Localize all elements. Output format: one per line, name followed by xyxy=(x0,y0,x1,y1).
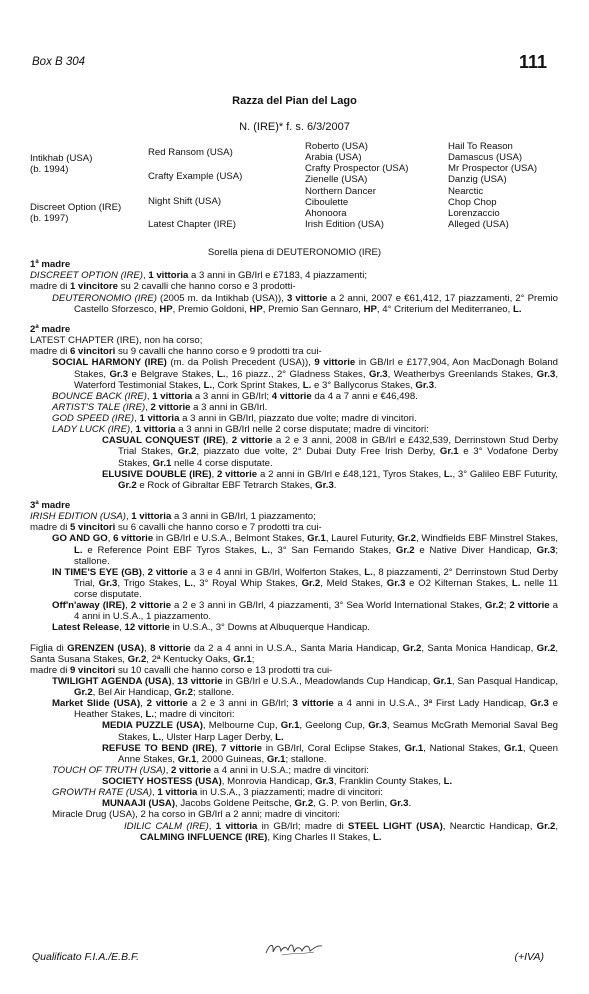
produce-entry: Off'n'away (IRE), 2 vittorie a 2 e 3 anni in GB/Irl, 4 piazzamenti, 3° Sea World International Stakes, Gr.2; 2 vittorie a 4 anni in U.S.A., 1 piazzamento. xyxy=(52,600,558,623)
pedigree-gen4-column: Hail To Reason Damascus (USA) Mr Prospector (USA) Danzig (USA) Nearctic Chop Chop Lorenzaccio Alleged (USA) xyxy=(448,141,538,230)
section-heading: 2$^a$ madre xyxy=(30,323,71,335)
lot-subtitle: N. (IRE)* f. s. 6/3/2007 xyxy=(239,121,350,133)
produce-entry: DEUTERONOMIO (IRE) (2005 m. da Intikhab (USA)), 3 vittorie a 2 anni, 2007 e €61,412, 17 piazzamenti, 2° Premio Castello Sforzesco, HP, Premio Goldoni, HP, Premio San Gennaro, HP, 4° Criterium del Mediterraneo, L. xyxy=(52,292,559,315)
page-number: 111 xyxy=(518,52,547,72)
section-heading: 3$^a$ madre xyxy=(30,499,71,512)
section-gap xyxy=(30,491,558,500)
produce-entry: ELUSIVE DOUBLE (IRE), 2 vittorie a 2 anni in GB/Irl e £48,121, Tyros Stakes, L., 3° Galileo EBF Futurity, Gr.2 e Rock of Gibraltar EBF Tetrarch Stakes, Gr.3. xyxy=(102,468,558,491)
dam-record: madre di 6 vincitori su 9 cavalli che hanno corso e 9 prodotti tra cui- xyxy=(30,346,322,358)
signature-scribble xyxy=(262,938,326,960)
produce-entry: LADY LUCK (IRE), 1 vittoria a 3 anni in GB/Irl nelle 2 corse disputate; madre di vincitori: xyxy=(52,424,429,436)
dam-record: madre di 5 vincitori su 6 cavalli che hanno corso e 7 prodotti tra cui- xyxy=(30,522,322,534)
produce-entry: TWILIGHT AGENDA (USA), 13 vittorie in GB/Irl e U.S.A., Meadowlands Cup Handicap, Gr.1, San Pasqual Handicap, Gr.2, Bel Air Handicap, Gr.2; stallone. xyxy=(52,675,558,699)
pedigree-table xyxy=(30,141,560,239)
footer-vat: (+IVA) xyxy=(514,951,544,963)
pedigree-grandparent: Red Ransom (USA) xyxy=(148,147,233,158)
section-gap xyxy=(30,315,558,324)
produce-entry: TOUCH OF TRUTH (USA), 2 vittorie a 4 anni in U.S.A.; madre di vincitori: xyxy=(52,764,369,776)
produce-entry: BOUNCE BACK (IRE), 1 vittoria a 3 anni in GB/Irl; 4 vittorie da 4 a 7 anni e €46,498. xyxy=(52,390,418,402)
dam-record: Figlia di GRENZEN (USA), 8 vittorie da 2 a 4 anni in U.S.A., Santa Maria Handicap, Gr.2, Santa Monica Handicap, Gr.2, Santa Susana Stakes, Gr.2, 2ª Kentucky Oaks, Gr.1; xyxy=(30,642,558,665)
produce-entry: Market Slide (USA), 2 vittorie a 2 e 3 anni in GB/Irl; 3 vittorie a 4 anni in U.S.A., 3ª First Lady Handicap, Gr.3 e Heather Stakes, L.; madre di vincitori: xyxy=(52,698,558,721)
pedigree-gen3-column: Roberto (USA) Arabia (USA) Crafty Prospector (USA) Zienelle (USA) Northern Dancer Ciboulette Ahonoora Irish Edition (USA) xyxy=(305,141,409,230)
produce-entry: REFUSE TO BEND (IRE), 7 vittorie in GB/Irl, Coral Eclipse Stakes, Gr.1, National Stakes, Gr.1, Queen Anne Stakes, Gr.1, 2000 Guineas, Gr.1; stallone. xyxy=(102,742,558,765)
box-label: Box B 304 xyxy=(32,56,86,68)
produce-entry: CASUAL CONQUEST (IRE), 2 vittorie a 2 e 3 anni, 2008 in GB/Irl e £432,539, Derrinstown Stud Derby Trial Stakes, Gr.2, piazzato due volte, 2° Dubai Duty Free Irish Derby, Gr.1 e 3° Vodafone Derby Stakes, Gr.1 nelle 4 corse disputate. xyxy=(102,435,558,469)
dam-record: LATEST CHAPTER (IRE), non ha corso; xyxy=(30,335,203,347)
produce-entry: ARTIST'S TALE (IRE), 2 vittorie a 3 anni in GB/Irl. xyxy=(52,401,268,413)
pedigree-grandparent: Crafty Example (USA) xyxy=(148,171,243,182)
dam-record: DISCREET OPTION (IRE), 1 vittoria a 3 anni in GB/Irl e £7183, 4 piazzamenti; xyxy=(30,270,367,282)
produce-entry: GO AND GO, 6 vittorie in GB/Irl e U.S.A., Belmont Stakes, Gr.1, Laurel Futurity, Gr.2, Windfields EBF Minstrel Stakes, L. e Reference Point EBF Tyros Stakes, L., 3° San Fernando Stakes, Gr.2 e Native Diver Handicap, Gr.3; stallone. xyxy=(52,533,558,567)
section-heading: 1$^a$ madre xyxy=(30,259,71,271)
produce-entry: IDILIC CALM (IRE), 1 vittoria in GB/Irl; madre di STEEL LIGHT (USA), Nearctic Handicap, Gr.2, CALMING INFLUENCE (IRE), King Charles II Stakes, L. xyxy=(124,820,559,843)
pedigree-sire: Intikhab (USA) (b. 1994) xyxy=(30,153,93,176)
dam-record: IRISH EDITION (USA), 1 vittoria a 3 anni in GB/Irl, 1 piazzamento; xyxy=(30,511,316,523)
produce-entry: GOD SPEED (IRE), 1 vittoria a 3 anni in GB/Irl, piazzato due volte; madre di vincitori. xyxy=(52,413,417,424)
produce-entry: Miracle Drug (USA), 2 ha corso in GB/Irl a 2 anni; madre di vincitori: xyxy=(52,809,340,821)
pedigree-grandparent: Latest Chapter (IRE) xyxy=(148,219,236,230)
produce-entry: SOCIAL HARMONY (IRE) (m. da Polish Precedent (USA)), 9 vittorie in GB/Irl e £177,904, Aon MacDonagh Boland Stakes, Gr.3 e Belgrave Stakes, L., 16 piazz., 2° Gladness Stakes, Gr.3, Weatherbys Greenlands Stakes, Gr.3, Waterford Testimonial Stakes, L., Cork Sprint Stakes, L. e 3° Ballycorus Stakes, Gr.3. xyxy=(52,357,558,391)
page-title: Razza del Pian del Lago xyxy=(232,95,357,107)
section-gap xyxy=(30,634,558,643)
produce-entry: Latest Release, 12 vittorie in U.S.A., 3° Downs at Albuquerque Handicap. xyxy=(52,622,370,634)
dam-record: madre di 9 vincitori su 10 cavalli che hanno corso e 13 prodotti tra cui- xyxy=(30,664,333,676)
sister-note-text: Sorella piena di DEUTERONOMIO (IRE) xyxy=(207,247,382,258)
produce-entry: SOCIETY HOSTESS (USA), Monrovia Handicap, Gr.3, Franklin County Stakes, L. xyxy=(102,776,453,788)
dam-record: madre di 1 vincitore su 2 cavalli che hanno corso e 3 prodotti- xyxy=(30,281,296,293)
sister-note xyxy=(0,247,589,258)
produce-entry: MEDIA PUZZLE (USA), Melbourne Cup, Gr.1, Geelong Cup, Gr.3, Seamus McGrath Memorial Saval Beg Stakes, L., Ulster Harp Lager Derby, L. xyxy=(102,720,558,743)
dam-line-body xyxy=(30,259,558,843)
produce-entry: GROWTH RATE (USA), 1 vittoria in U.S.A., 3 piazzamenti; madre di vincitori: xyxy=(52,787,383,799)
produce-entry: IN TIME'S EYE (GB), 2 vittorie a 3 e 4 anni in GB/Irl, Wolferton Stakes, L., 8 piazzamenti, 2° Derrinstown Stud Derby Trial, Gr.3, Trigo Stakes, L., 3° Royal Whip Stakes, Gr.2, Meld Stakes, Gr.3 e O2 Kilternan Stakes, L. nelle 11 corse disputate. xyxy=(52,566,558,601)
footer-qualification: Qualificato F.I.A./E.B.F. xyxy=(32,951,139,963)
produce-entry: MUNAAJI (USA), Jacobs Goldene Peitsche, Gr.2, G. P. von Berlin, Gr.3. xyxy=(102,798,412,810)
pedigree-dam: Discreet Option (IRE) (b. 1997) xyxy=(30,202,122,225)
pedigree-grandparent: Night Shift (USA) xyxy=(148,196,222,207)
